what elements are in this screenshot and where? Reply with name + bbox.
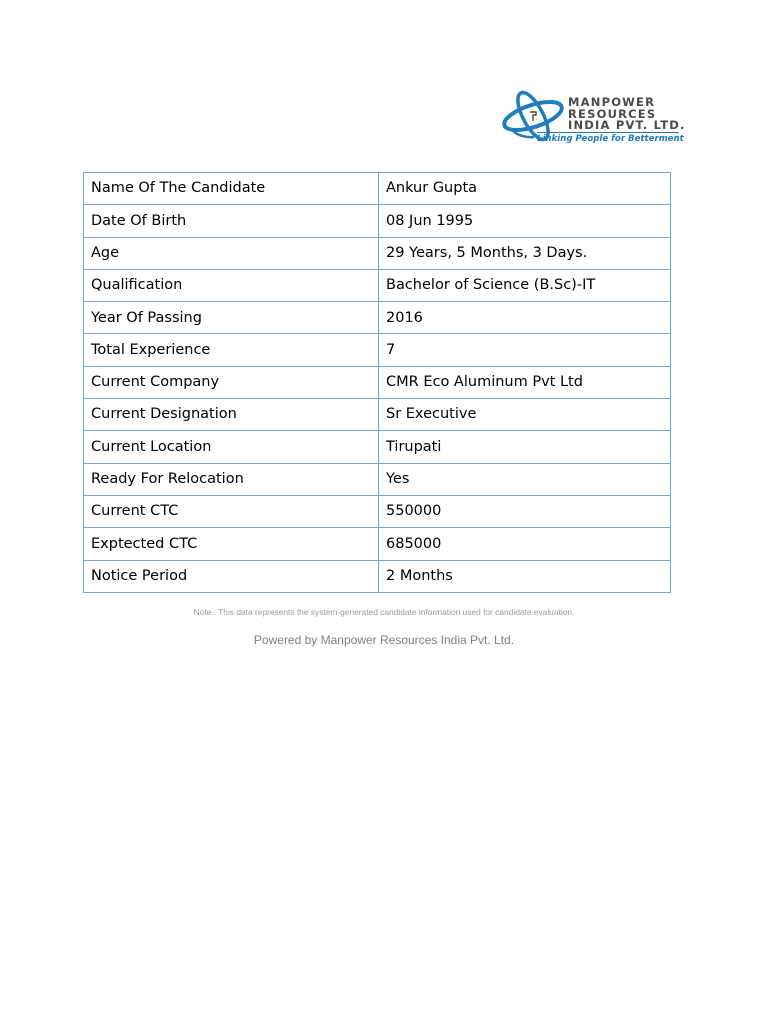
table-row: [84, 205, 671, 237]
field-value: Sr Executive: [379, 399, 671, 431]
table-row: [84, 463, 671, 495]
field-label: Age: [84, 237, 379, 269]
field-label: Current Designation: [84, 399, 379, 431]
field-label: Notice Period: [84, 560, 379, 592]
table-row: [84, 528, 671, 560]
field-value: 2016: [379, 302, 671, 334]
table-row: [84, 495, 671, 527]
company-logo: [500, 90, 685, 148]
field-label: Exptected CTC: [84, 528, 379, 560]
logo-line-2: RESOURCES: [568, 106, 657, 121]
field-value: 685000: [379, 528, 671, 560]
table-row: [84, 334, 671, 366]
disclaimer-note: Note : This data represents the system-generated candidate information used for candidate evaluation.: [193, 607, 575, 617]
field-label: Year Of Passing: [84, 302, 379, 334]
field-label: Current Company: [84, 366, 379, 398]
table-row: [84, 269, 671, 301]
table-row: [84, 560, 671, 592]
table-row: [84, 431, 671, 463]
field-value: 550000: [379, 495, 671, 527]
logo-wordmark: [568, 97, 686, 132]
powered-by-text: Powered by Manpower Resources India Pvt. Ltd.: [253, 633, 515, 647]
table-row: [84, 302, 671, 334]
field-value: 08 Jun 1995: [379, 205, 671, 237]
table-row: [84, 366, 671, 398]
field-value: CMR Eco Aluminum Pvt Ltd: [379, 366, 671, 398]
field-label: Date Of Birth: [84, 205, 379, 237]
logo-line-3: INDIA PVT. LTD.: [568, 118, 686, 132]
field-label: Current Location: [84, 431, 379, 463]
field-label: Total Experience: [84, 334, 379, 366]
field-value: 2 Months: [379, 560, 671, 592]
field-value: 29 Years, 5 Months, 3 Days.: [379, 237, 671, 269]
field-value: Yes: [379, 463, 671, 495]
field-value: Ankur Gupta: [379, 173, 671, 205]
candidate-details-table: [83, 172, 671, 593]
field-label: Ready For Relocation: [84, 463, 379, 495]
table-row: [84, 173, 671, 205]
candidate-details-body: [84, 173, 671, 593]
field-value: 7: [379, 334, 671, 366]
field-label: Name Of The Candidate: [84, 173, 379, 205]
logo-tagline: Linking People for Betterment: [537, 134, 684, 144]
field-label: Current CTC: [84, 495, 379, 527]
logo-line-1: MANPOWER: [568, 95, 656, 109]
field-label: Qualification: [84, 269, 379, 301]
logo-divider: [537, 132, 679, 133]
table-row: [84, 399, 671, 431]
field-value: Tirupati: [379, 431, 671, 463]
field-value: Bachelor of Science (B.Sc)-IT: [379, 269, 671, 301]
table-row: [84, 237, 671, 269]
